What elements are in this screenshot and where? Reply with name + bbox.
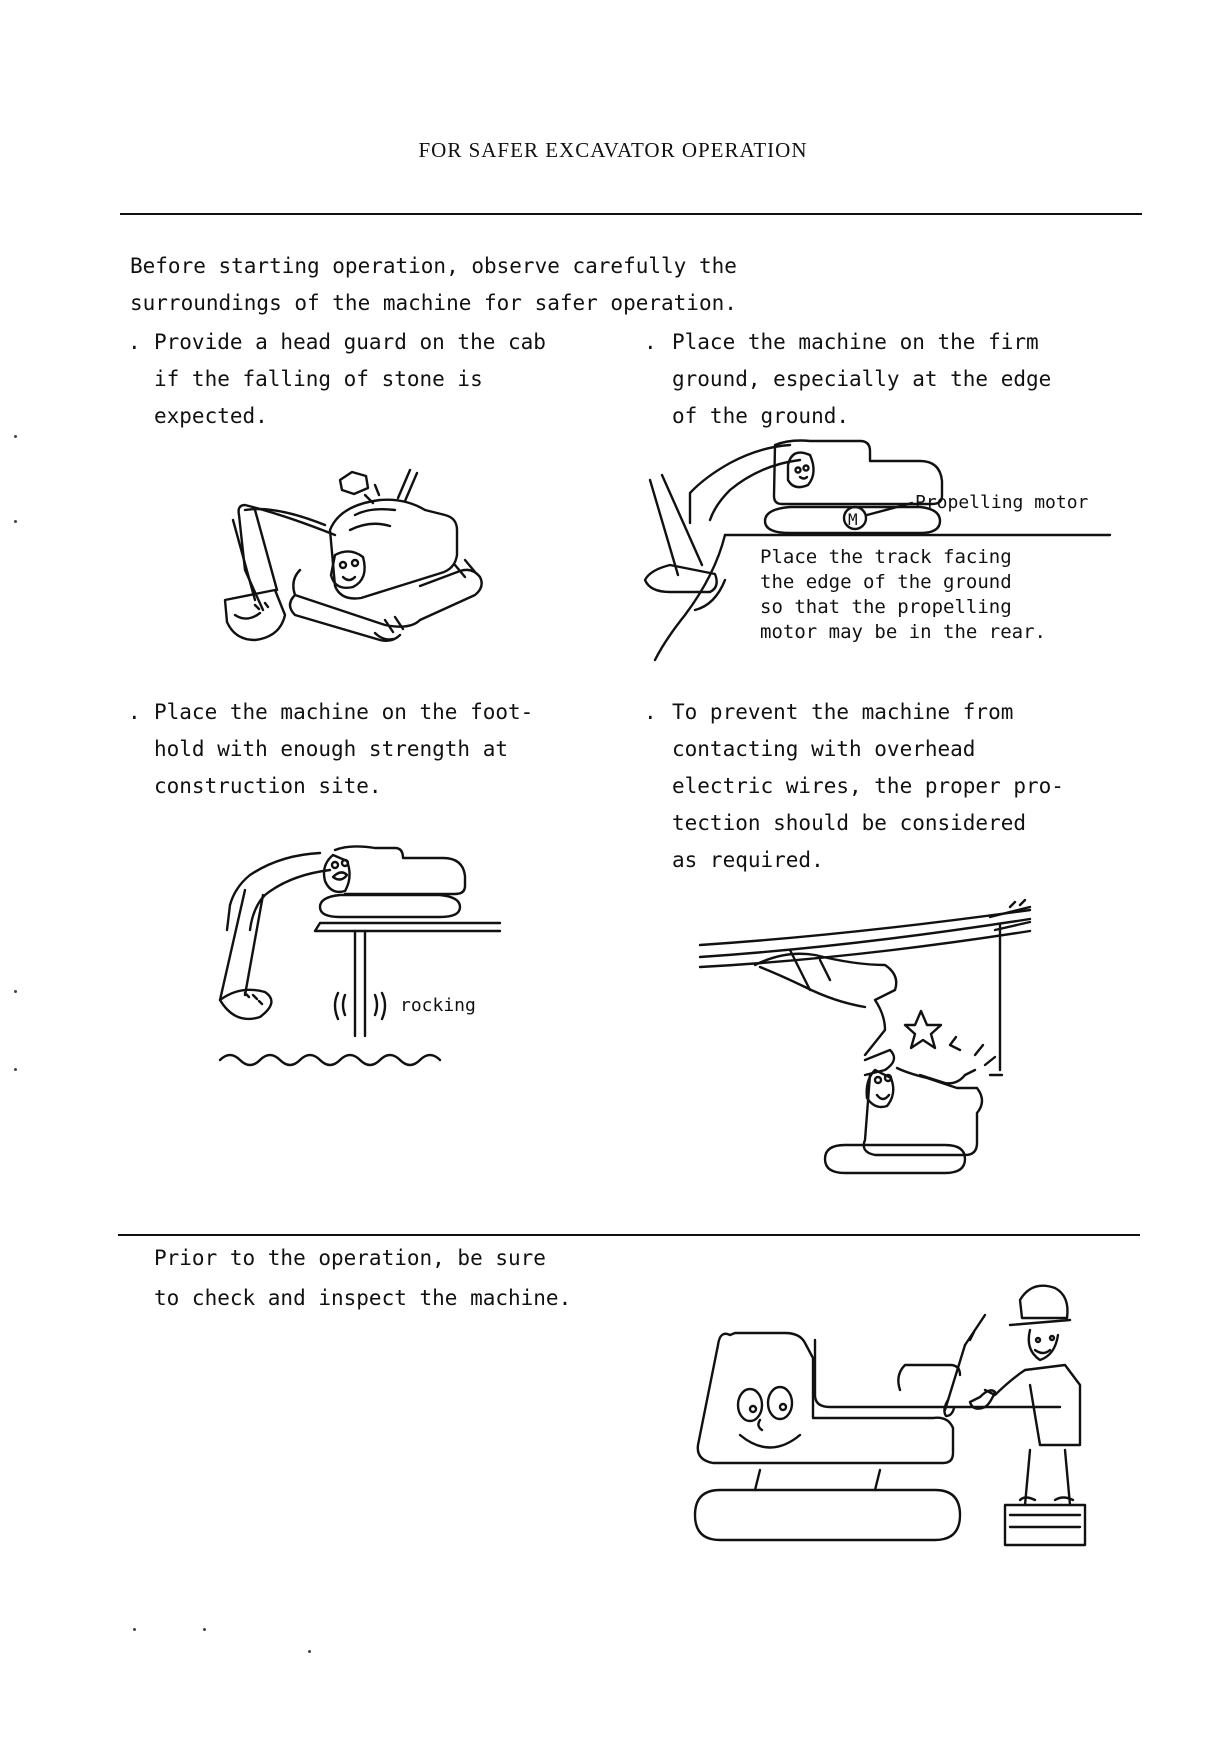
firm-ground-line-2: ground, especially at the edge bbox=[672, 367, 1052, 391]
inspection-illustration bbox=[680, 1285, 1100, 1585]
bullet-firm-ground: . bbox=[644, 330, 657, 354]
overhead-wires-line-3: electric wires, the proper pro- bbox=[672, 774, 1064, 798]
track-note-line-4: motor may be in the rear. bbox=[760, 621, 1046, 643]
scan-speck bbox=[203, 1628, 206, 1631]
scan-speck bbox=[14, 520, 17, 523]
overhead-wires-line-4: tection should be considered bbox=[672, 811, 1027, 835]
overhead-wires-line-2: contacting with overhead bbox=[672, 737, 976, 761]
bullet-foothold: . bbox=[128, 700, 141, 724]
overhead-wires-line-1: To prevent the machine from bbox=[672, 700, 1014, 724]
propelling-motor-label: Propelling motor bbox=[915, 492, 1089, 513]
rocking-label: rocking bbox=[400, 995, 476, 1016]
track-note-line-1: Place the track facing bbox=[760, 546, 1012, 568]
head-guard-line-2: if the falling of stone is bbox=[154, 367, 483, 391]
foothold-line-1: Place the machine on the foot- bbox=[154, 700, 534, 724]
bullet-head-guard: . bbox=[128, 330, 141, 354]
firm-ground-line-3: of the ground. bbox=[672, 404, 850, 428]
scan-speck bbox=[308, 1650, 311, 1653]
track-note-line-3: so that the propelling bbox=[760, 596, 1012, 618]
page-title: FOR SAFER EXCAVATOR OPERATION bbox=[418, 138, 808, 162]
firm-ground-line-1: Place the machine on the firm bbox=[672, 330, 1039, 354]
foothold-line-3: construction site. bbox=[154, 774, 382, 798]
overhead-wires-line-5: as required. bbox=[672, 848, 824, 872]
foothold-line-2: hold with enough strength at bbox=[154, 737, 509, 761]
motor-symbol: M bbox=[848, 510, 858, 529]
top-divider bbox=[120, 213, 1142, 215]
inspection-line-2: to check and inspect the machine. bbox=[154, 1286, 572, 1310]
head-guard-line-1: Provide a head guard on the cab bbox=[154, 330, 546, 354]
head-guard-line-3: expected. bbox=[154, 404, 268, 428]
bottom-divider bbox=[118, 1234, 1140, 1236]
falling-stone-illustration bbox=[225, 455, 515, 665]
rocking-foothold-illustration bbox=[215, 845, 505, 1070]
intro-line-2: surroundings of the machine for safer operation. bbox=[130, 291, 737, 315]
track-note-line-2: the edge of the ground bbox=[760, 571, 1012, 593]
scan-speck bbox=[133, 1628, 136, 1631]
scan-speck bbox=[14, 435, 17, 438]
bullet-overhead-wires: . bbox=[644, 700, 657, 724]
inspection-line-1: Prior to the operation, be sure bbox=[154, 1246, 546, 1270]
intro-line-1: Before starting operation, observe carefully the bbox=[130, 254, 737, 278]
scan-speck bbox=[14, 1068, 17, 1071]
scan-speck bbox=[14, 990, 17, 993]
overhead-wires-illustration bbox=[700, 905, 1060, 1175]
